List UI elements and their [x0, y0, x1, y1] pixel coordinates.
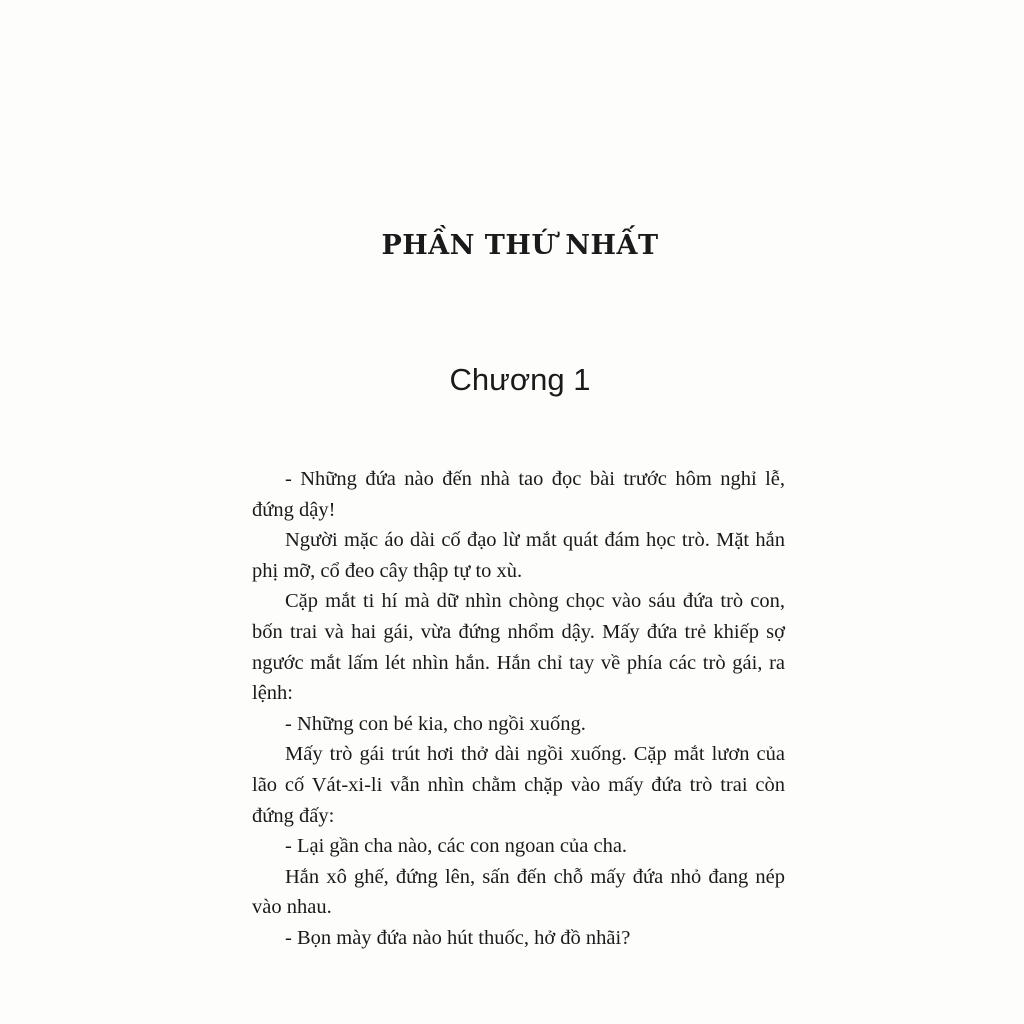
part-title: PHẦN THỨ NHẤT	[381, 230, 659, 261]
paragraph: - Những đứa nào đến nhà tao đọc bài trước hôm nghỉ lễ, đứng dậy!	[252, 468, 785, 521]
chapter-title: Chương 1	[449, 362, 591, 397]
paragraph: Mấy trò gái trút hơi thở dài ngồi xuống. Cặp mắt lươn của lão cố Vát-xi-li vẫn nhìn chằm chặp vào mấy đứa trò trai còn đứng đấy:	[252, 743, 785, 827]
paragraph: - Những con bé kia, cho ngồi xuống.	[285, 712, 586, 735]
paragraph: Hắn xô ghế, đứng lên, sấn đến chỗ mấy đứa nhỏ đang nép vào nhau.	[252, 865, 785, 919]
paragraph: Cặp mắt ti hí mà dữ nhìn chòng chọc vào sáu đứa trò con, bốn trai và hai gái, vừa đứng nhổm dậy. Mấy đứa trẻ khiếp sợ ngước mắt lấm lét nhìn hắn. Hắn chỉ tay về phía các trò gái, ra lệnh:	[252, 590, 785, 705]
paragraph: - Lại gần cha nào, các con ngoan của cha.	[285, 835, 628, 858]
paragraph: Người mặc áo dài cố đạo lừ mắt quát đám học trò. Mặt hắn phị mỡ, cổ đeo cây thập tự to xù.	[252, 529, 785, 582]
chapter-body	[252, 464, 785, 954]
paragraph: - Bọn mày đứa nào hút thuốc, hở đồ nhãi?	[285, 926, 631, 949]
